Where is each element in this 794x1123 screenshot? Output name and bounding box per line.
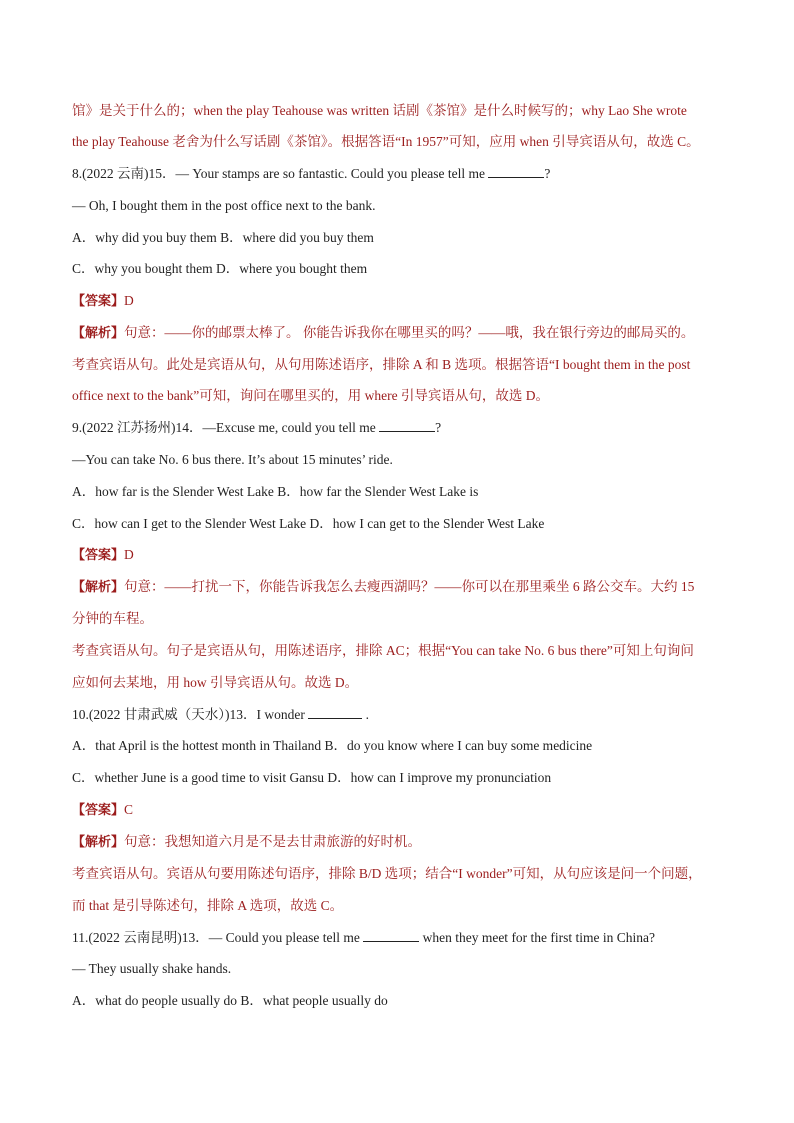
question-9-stem bbox=[72, 418, 441, 438]
question-8-stem bbox=[72, 164, 550, 184]
question-8-text: 8.(2022 云南)15．— Your stamps are so fantastic. Could you please tell me bbox=[72, 166, 485, 181]
answer-blank bbox=[308, 706, 362, 719]
question-10-stem bbox=[72, 705, 369, 725]
explanation-tag: 【解析】 bbox=[72, 835, 125, 850]
question-10-explanation-3: 而 that 是引导陈述句，排除 A 选项，故选 C。 bbox=[72, 898, 344, 913]
question-8-explanation-3: office next to the bank”可知，询问在哪里买的，用 where 引导宾语从句，故选 D。 bbox=[72, 388, 550, 403]
question-10-explanation-1 bbox=[72, 832, 421, 853]
explanation-continued-line-2: the play Teahouse 老舍为什么写话剧《茶馆》。根据答语“In 1957”可知，应用 when 引导宾语从句，故选 C。 bbox=[72, 134, 700, 149]
question-11-stem bbox=[72, 928, 655, 948]
question-11-end: when they meet for the first time in China? bbox=[422, 930, 656, 945]
question-9-options-ab: A．how far is the Slender West Lake B．how far the Slender West Lake is bbox=[72, 484, 479, 499]
question-8-options-ab: A．why did you buy them B．where did you buy them bbox=[72, 230, 374, 245]
question-8-answer bbox=[72, 291, 134, 312]
question-10-options-cd: C．whether June is a good time to visit Gansu D．how can I improve my pronunciation bbox=[72, 770, 552, 785]
answer-value: D bbox=[124, 547, 134, 562]
question-9-explanation-1 bbox=[72, 577, 694, 598]
answer-tag: 【答案】 bbox=[72, 548, 125, 563]
question-11-options-ab: A．what do people usually do B．what people usually do bbox=[72, 993, 388, 1008]
question-10-explanation-2: 考查宾语从句。宾语从句要用陈述句语序，排除 B/D 选项；结合“I wonder”可知，从句应该是问一个问题， bbox=[72, 866, 702, 881]
question-10-answer bbox=[72, 800, 133, 821]
explanation-text: 句意：我想知道六月是不是去甘肃旅游的好时机。 bbox=[124, 834, 422, 849]
question-9-options-cd: C．how can I get to the Slender West Lake D．how I can get to the Slender West Lake bbox=[72, 516, 545, 531]
explanation-text: 句意：——你的邮票太棒了。 你能告诉我你在哪里买的吗？——哦，我在银行旁边的邮局买的。 bbox=[124, 325, 695, 340]
question-9-text: 9.(2022 江苏扬州)14．—Excuse me, could you tell me bbox=[72, 420, 376, 435]
question-9-reply: —You can take No. 6 bus there. It’s about 15 minutes’ ride. bbox=[72, 452, 393, 467]
question-9-explanation-4: 应如何去某地，用 how 引导宾语从句。故选 D。 bbox=[72, 675, 359, 690]
question-9-answer bbox=[72, 545, 134, 566]
question-8-options-cd: C．why you bought them D．where you bought them bbox=[72, 261, 368, 276]
question-11-reply: — They usually shake hands. bbox=[72, 961, 232, 976]
question-8-reply: — Oh, I bought them in the post office next to the bank. bbox=[72, 198, 376, 213]
answer-value: D bbox=[124, 293, 134, 308]
question-10-text: 10.(2022 甘肃武威（天水）)13．I wonder bbox=[72, 707, 305, 722]
answer-tag: 【答案】 bbox=[72, 294, 125, 309]
question-8-end: ? bbox=[544, 166, 551, 181]
explanation-tag: 【解析】 bbox=[72, 580, 125, 595]
explanation-text: 句意：——打扰一下，你能告诉我怎么去瘦西湖吗？——你可以在那里乘坐 6 路公交车。大约 15 bbox=[124, 579, 695, 594]
question-10-options-ab: A．that April is the hottest month in Thailand B．do you know where I can buy some medicine bbox=[72, 738, 593, 753]
answer-blank bbox=[379, 419, 435, 432]
answer-tag: 【答案】 bbox=[72, 803, 125, 818]
question-9-explanation-3: 考查宾语从句。句子是宾语从句，用陈述语序，排除 AC；根据“You can take No. 6 bus there”可知上句询问 bbox=[72, 643, 694, 658]
question-9-end: ? bbox=[435, 420, 442, 435]
answer-blank bbox=[363, 929, 419, 942]
question-8-explanation-1 bbox=[72, 323, 694, 344]
answer-blank bbox=[488, 165, 544, 178]
question-10-end: . bbox=[365, 707, 369, 722]
answer-value: C bbox=[124, 802, 134, 817]
explanation-continued-line-1: 馆》是关于什么的；when the play Teahouse was written 话剧《茶馆》是什么时候写的；why Lao She wrote bbox=[72, 103, 687, 118]
question-8-explanation-2: 考查宾语从句。此处是宾语从句，从句用陈述语序，排除 A 和 B 选项。根据答语“I bought them in the post bbox=[72, 357, 691, 372]
explanation-tag: 【解析】 bbox=[72, 326, 125, 341]
question-9-explanation-2: 分钟的车程。 bbox=[72, 611, 153, 626]
question-11-text: 11.(2022 云南昆明)13．— Could you please tell me bbox=[72, 930, 360, 945]
